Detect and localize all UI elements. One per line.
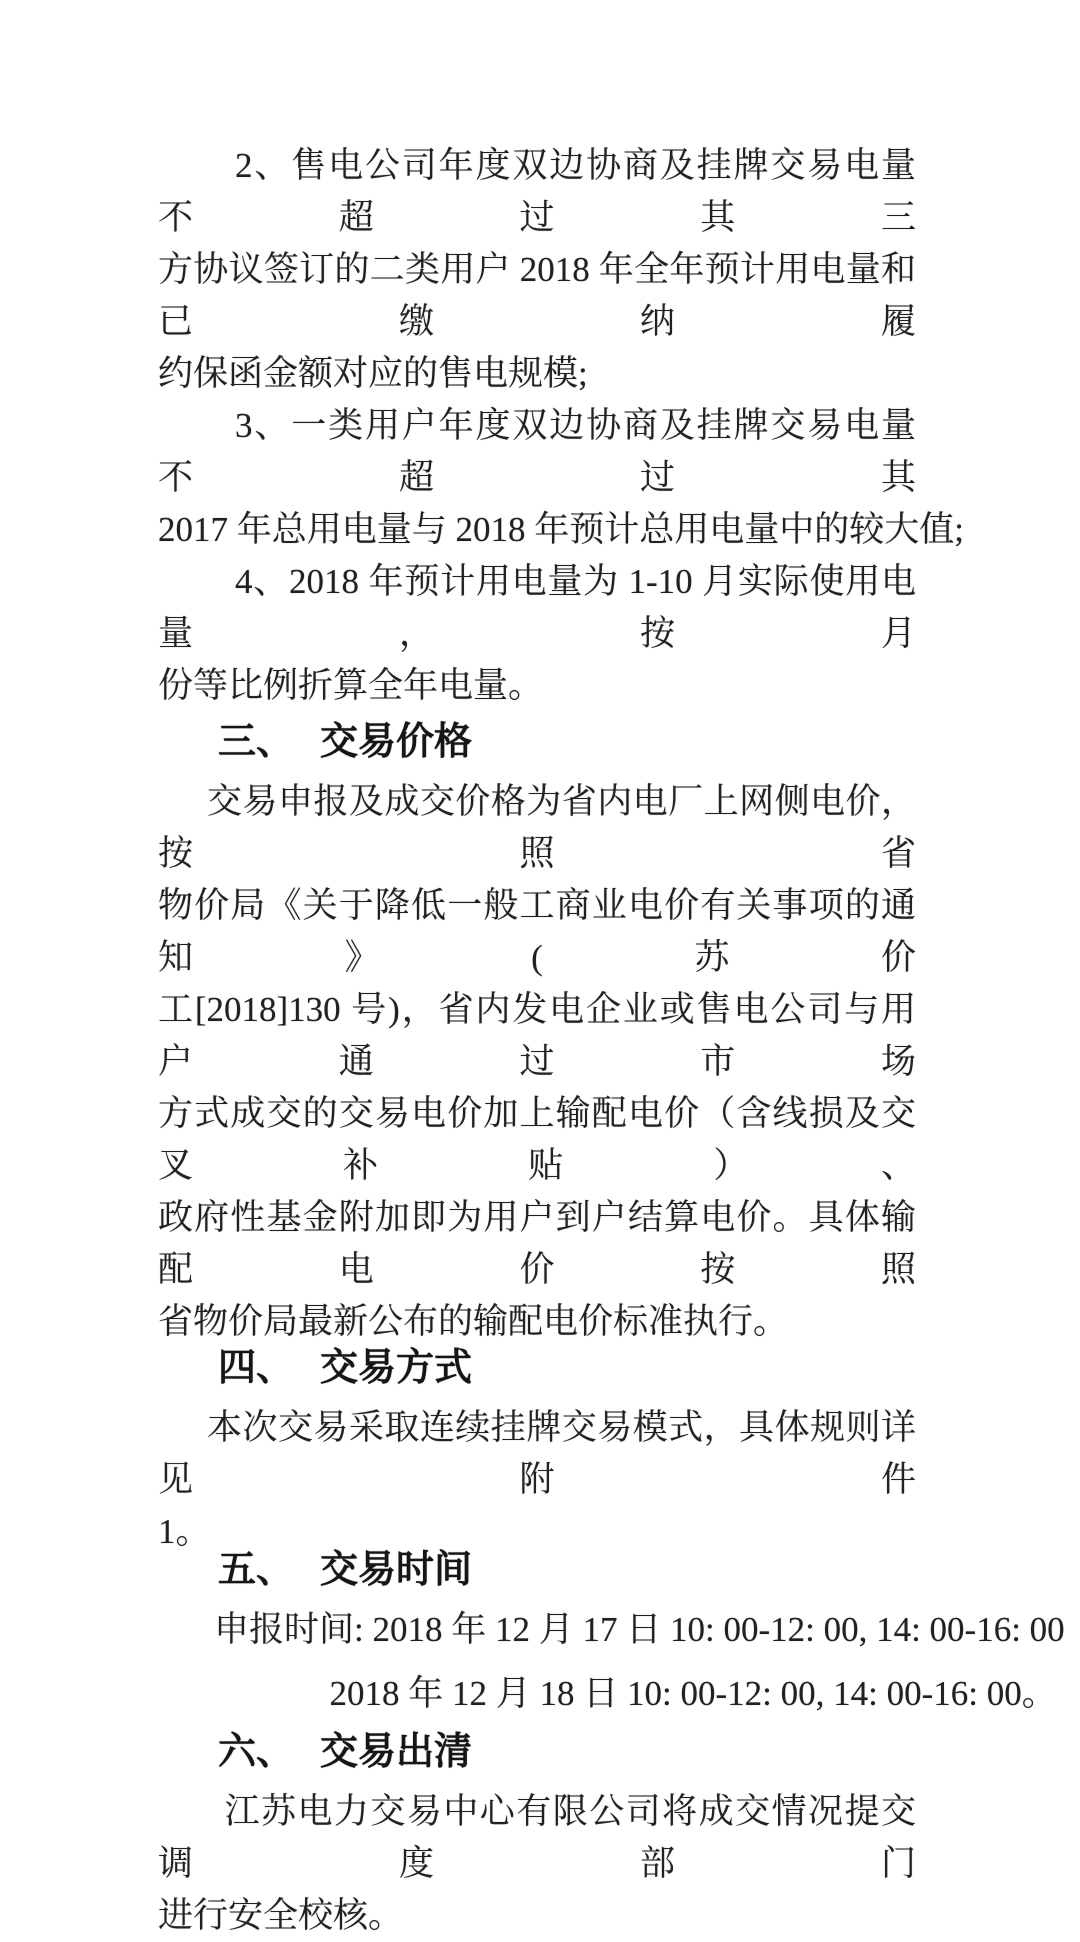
text-line: 方式成交的交易电价加上输配电价（含线损及交叉补贴）、 xyxy=(158,1094,916,1185)
text-line: 约保函金额对应的售电规模; xyxy=(158,354,588,393)
section-title: 交易价格 xyxy=(320,721,473,763)
text-line: 政府性基金附加即为用户到户结算电价。具体输配电价按照 xyxy=(158,1198,916,1289)
text-line: 1。 xyxy=(158,1512,211,1551)
text-line: 省物价局最新公布的输配电价标准执行。 xyxy=(158,1302,789,1341)
section-number: 五、 xyxy=(218,1549,295,1591)
text-line: 方协议签订的二类用户 2018 年全年预计用电量和已缴纳履 xyxy=(158,250,916,341)
text-line: 进行安全校核。 xyxy=(158,1896,404,1935)
section-title: 交易方式 xyxy=(320,1347,473,1389)
text-line: 3、一类用户年度双边协商及挂牌交易电量不超过其 xyxy=(158,406,916,497)
section-heading xyxy=(158,714,916,770)
text-line: 份等比例折算全年电量。 xyxy=(158,666,544,705)
section-number: 四、 xyxy=(218,1347,295,1389)
section-heading xyxy=(158,1340,916,1396)
section-number: 三、 xyxy=(218,721,295,763)
section-title: 交易出清 xyxy=(320,1731,473,1773)
section-number: 六、 xyxy=(218,1731,295,1773)
section-heading xyxy=(158,1542,916,1598)
text-line: 申报时间: 2018 年 12 月 17 日 10: 00-12: 00, 14: 00-16: 00 xyxy=(214,1610,1065,1649)
document-text xyxy=(158,140,1065,1942)
text-line: 2017 年总用电量与 2018 年预计总用电量中的较大值; xyxy=(158,510,964,549)
section-heading xyxy=(158,1724,916,1780)
text-line: 物价局《关于降低一般工商业电价有关事项的通知》(苏价 xyxy=(158,886,916,977)
text-line: 2、售电公司年度双边协商及挂牌交易电量不超过其三 xyxy=(158,146,916,237)
section-title: 交易时间 xyxy=(320,1549,473,1591)
text-line: 江苏电力交易中心有限公司将成交情况提交调度部门 xyxy=(158,1792,916,1883)
text-line: 4、2018 年预计用电量为 1-10 月实际使用电量，按月 xyxy=(158,562,916,653)
text-line: 工[2018]130 号)，省内发电企业或售电公司与用户通过市场 xyxy=(158,990,916,1081)
text-line: 交易申报及成交价格为省内电厂上网侧电价，按照省 xyxy=(158,782,916,873)
text-line: 本次交易采取连续挂牌交易模式，具体规则详见附件 xyxy=(158,1408,916,1499)
text-line: 2018 年 12 月 18 日 10: 00-12: 00, 14: 00-16: 00。 xyxy=(329,1674,1057,1713)
